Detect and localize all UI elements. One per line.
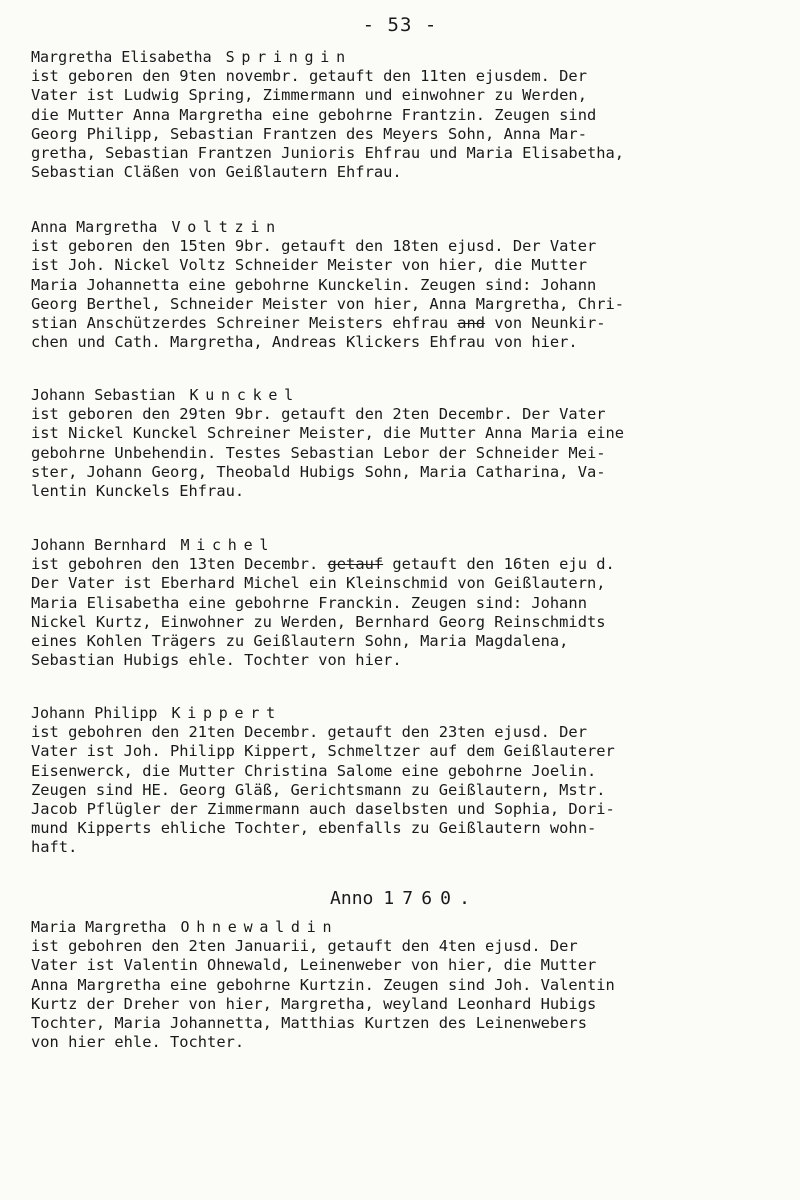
- entry-text-line: Maria Johannetta eine gebohrne Kunckelin. Zeugen sind: Johann: [31, 275, 597, 294]
- entry-text-line: [31, 555, 791, 574]
- surname: Michel: [180, 536, 276, 554]
- baptism-entry-ohnewaldin: [31, 918, 791, 1052]
- entry-text-line: eines Kohlen Trägers zu Geißlautern Sohn, Maria Magdalena,: [31, 631, 569, 650]
- entry-text-line: [31, 314, 791, 333]
- text-segment: von Neunkir-: [485, 313, 606, 332]
- entry-text-line: Maria Elisabetha eine gebohrne Franckin. Zeugen sind: Johann: [31, 593, 587, 612]
- entry-text-line: Jacob Pflügler der Zimmermann auch daselbsten und Sophia, Dori-: [31, 799, 615, 818]
- entry-text-line: Zeugen sind HE. Georg Gläß, Gerichtsmann zu Geißlautern, Mstr.: [31, 780, 606, 799]
- baptism-entry-kunckel: [31, 386, 791, 501]
- entry-text-line: Anna Margretha eine gebohrne Kurtzin. Zeugen sind Joh. Valentin: [31, 975, 615, 994]
- baptism-entry-kippert: [31, 704, 791, 858]
- entry-name: [31, 218, 791, 237]
- entry-text-line: gebohrne Unbehendin. Testes Sebastian Lebor der Schneider Mei-: [31, 443, 606, 462]
- entry-name: [31, 536, 791, 555]
- page-number: - 53 -: [362, 14, 438, 36]
- surname: Ohnewaldin: [180, 918, 339, 936]
- text-segment: getauft den 16ten eju d.: [383, 555, 615, 574]
- entry-text-line: Nickel Kurtz, Einwohner zu Werden, Bernhard Georg Reinschmidts: [31, 612, 606, 631]
- entry-text-line: Kurtz der Dreher von hier, Margretha, weyland Leonhard Hubigs: [31, 994, 597, 1013]
- baptism-entry-michel: [31, 536, 791, 670]
- entry-text-line: chen und Cath. Margretha, Andreas Klickers Ehfrau von hier.: [31, 333, 578, 352]
- anno-label: Anno: [330, 888, 374, 909]
- entry-text-line: von hier ehle. Tochter.: [31, 1033, 245, 1052]
- entry-text-line: Georg Berthel, Schneider Meister von hier, Anna Margretha, Chri-: [31, 294, 625, 313]
- entry-text-line: ist Nickel Kunckel Schreiner Meister, die Mutter Anna Maria eine: [31, 424, 625, 443]
- surname: Kippert: [171, 704, 282, 722]
- given-names: Margretha Elisabetha: [31, 48, 212, 66]
- entry-text-line: ist geboren den 15ten 9br. getauft den 18ten ejusd. Der Vater: [31, 237, 597, 256]
- surname: Springin: [225, 48, 352, 66]
- entry-name: [31, 918, 791, 937]
- entry-text-line: ist geboren den 29ten 9br. getauft den 2ten Decembr. Der Vater: [31, 405, 606, 424]
- entry-text-line: gretha, Sebastian Frantzen Junioris Ehfrau und Maria Elisabetha,: [31, 143, 625, 162]
- entry-text-line: lentin Kunckels Ehfrau.: [31, 481, 245, 500]
- given-names: Johann Sebastian: [31, 386, 176, 404]
- given-names: Johann Philipp: [31, 704, 158, 722]
- entry-text-line: mund Kipperts ehliche Tochter, ebenfalls zu Geißlautern wohn-: [31, 819, 597, 838]
- struck-text: and: [457, 313, 486, 332]
- given-names: Maria Margretha: [31, 918, 167, 936]
- entry-text-line: Vater ist Ludwig Spring, Zimmermann und einwohner zu Werden,: [31, 86, 587, 105]
- baptism-entry-voltzin: [31, 218, 791, 352]
- struck-text: getauf: [327, 555, 384, 574]
- entry-text-line: ist geboren den 9ten novembr. getauft den 11ten ejusdem. Der: [31, 67, 587, 86]
- entry-text-line: Sebastian Hubigs ehle. Tochter von hier.: [31, 651, 402, 670]
- entry-text-line: ist gebohren den 2ten Januarii, getauft den 4ten ejusd. Der: [31, 937, 578, 956]
- year-heading: [0, 888, 800, 909]
- entry-text-line: ist gebohren den 21ten Decembr. getauft den 23ten ejusd. Der: [31, 723, 587, 742]
- entry-text-line: Eisenwerck, die Mutter Christina Salome eine gebohrne Joelin.: [31, 761, 597, 780]
- entry-text-line: ist Joh. Nickel Voltz Schneider Meister von hier, die Mutter: [31, 256, 587, 275]
- entry-text-line: Tochter, Maria Johannetta, Matthias Kurtzen des Leinenwebers: [31, 1013, 587, 1032]
- entry-text-line: Sebastian Cläßen von Geißlautern Ehfrau.: [31, 163, 402, 182]
- entry-text-line: Vater ist Joh. Philipp Kippert, Schmeltzer auf dem Geißlauterer: [31, 742, 615, 761]
- surname: Voltzin: [171, 218, 282, 236]
- year-trail: .: [459, 888, 470, 909]
- text-segment: stian Anschützer: [31, 313, 180, 332]
- baptism-entry-springin: [31, 48, 791, 182]
- given-names: Anna Margretha: [31, 218, 158, 236]
- text-segment: ist gebohren den 13ten Decembr.: [31, 555, 328, 574]
- entry-text-line: Vater ist Valentin Ohnewald, Leinenweber von hier, die Mutter: [31, 956, 597, 975]
- entry-text-line: Georg Philipp, Sebastian Frantzen des Meyers Sohn, Anna Mar-: [31, 124, 587, 143]
- entry-name: [31, 386, 791, 405]
- entry-text-line: haft.: [31, 838, 78, 857]
- given-names: Johann Bernhard: [31, 536, 167, 554]
- entry-name: [31, 48, 791, 67]
- text-segment: des Schreiner Meisters ehfrau: [179, 313, 458, 332]
- entry-name: [31, 704, 791, 723]
- entry-text-line: Der Vater ist Eberhard Michel ein Kleinschmid von Geißlautern,: [31, 574, 606, 593]
- year-value: 1760: [383, 888, 460, 909]
- surname: Kunckel: [189, 386, 300, 404]
- entry-text-line: die Mutter Anna Margretha eine gebohrne Frantzin. Zeugen sind: [31, 105, 597, 124]
- entry-text-line: ster, Johann Georg, Theobald Hubigs Sohn, Maria Catharina, Va-: [31, 462, 606, 481]
